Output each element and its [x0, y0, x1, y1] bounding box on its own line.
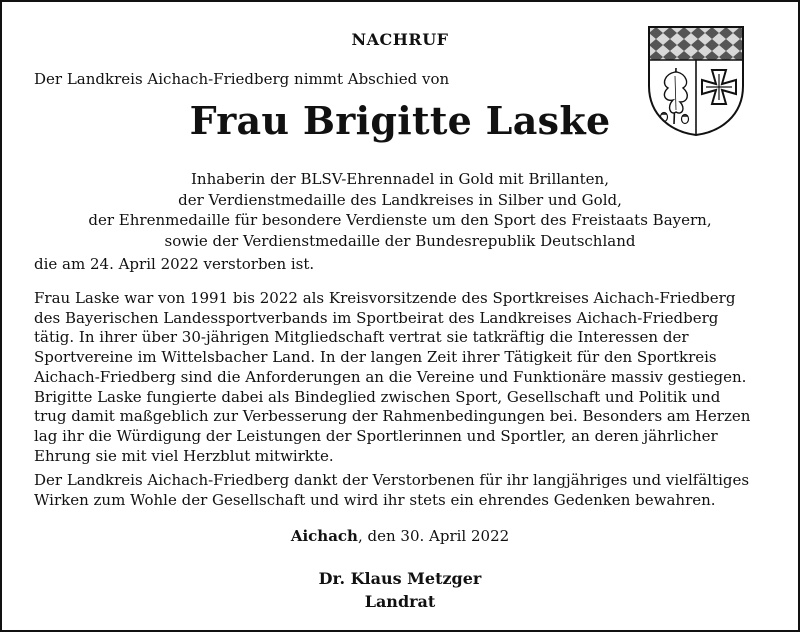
place-date-line	[0, 527, 800, 545]
intro-line: Der Landkreis Aichach-Friedberg nimmt Abschied von	[34, 70, 450, 88]
honor-line: sowie der Verdienstmedaille der Bundesrepublik Deutschland	[164, 231, 636, 250]
signer-title: Landrat	[364, 592, 436, 611]
text-line: Frau Laske war von 1991 bis 2022 als Kreisvorsitzende des Sportkreises Aichach-Friedberg	[34, 289, 736, 307]
text-line: Brigitte Laske fungierte dabei als Bindeglied zwischen Sport, Gesellschaft und Politik und	[34, 387, 721, 406]
date-text: , den 30. April 2022	[357, 527, 510, 545]
text-line: des Bayerischen Landessportverbands im Sportbeirat des Landkreises Aichach-Friedberg	[34, 308, 719, 327]
signature-block	[0, 567, 800, 613]
honor-line: der Ehrenmedaille für besondere Verdienste um den Sport des Freistaats Bayern,	[88, 211, 712, 229]
deceased-name: Frau Brigitte Laske	[189, 98, 611, 143]
signer-name: Dr. Klaus Metzger	[318, 569, 482, 588]
thanks-paragraph	[34, 471, 774, 510]
tribute-paragraph	[34, 289, 774, 466]
text-line: Sportvereine im Wittelsbacher Land. In der langen Zeit ihrer Tätigkeit für den Sportkreis	[34, 348, 717, 367]
text-line: Der Landkreis Aichach-Friedberg dankt der Verstorbenen für ihr langjähriges und vielfältiges	[34, 471, 750, 489]
death-date-line: die am 24. April 2022 verstorben ist.	[34, 255, 315, 273]
text-line: tätig. In ihrer über 30-jährigen Mitgliedschaft vertrat sie tatkräftig die Interessen der	[34, 328, 689, 347]
notice-heading: NACHRUF	[351, 30, 449, 49]
text-line: Aichach-Friedberg sind die Anforderungen an die Vereine und Funktionäre massiv gestiegen.	[34, 367, 747, 386]
coat-of-arms-icon	[646, 24, 746, 138]
text-line: Wirken zum Wohle der Gesellschaft und wird ihr stets ein ehrendes Gedenken bewahren.	[34, 490, 716, 509]
place-name: Aichach	[290, 527, 358, 545]
honors-list	[0, 169, 800, 251]
honor-line: Inhaberin der BLSV-Ehrennadel in Gold mit Brillanten,	[191, 170, 609, 188]
text-line: Ehrung sie mit viel Herzblut mitwirkte.	[34, 446, 334, 465]
text-line: lag ihr die Würdigung der Leistungen der Sportlerinnen und Sportler, an deren jährlicher	[34, 426, 718, 445]
honor-line: der Verdienstmedaille des Landkreises in Silber und Gold,	[178, 190, 622, 209]
text-line: trug damit maßgeblich zur Verbesserung der Rahmenbedingungen bei. Besonders am Herzen	[34, 407, 751, 426]
